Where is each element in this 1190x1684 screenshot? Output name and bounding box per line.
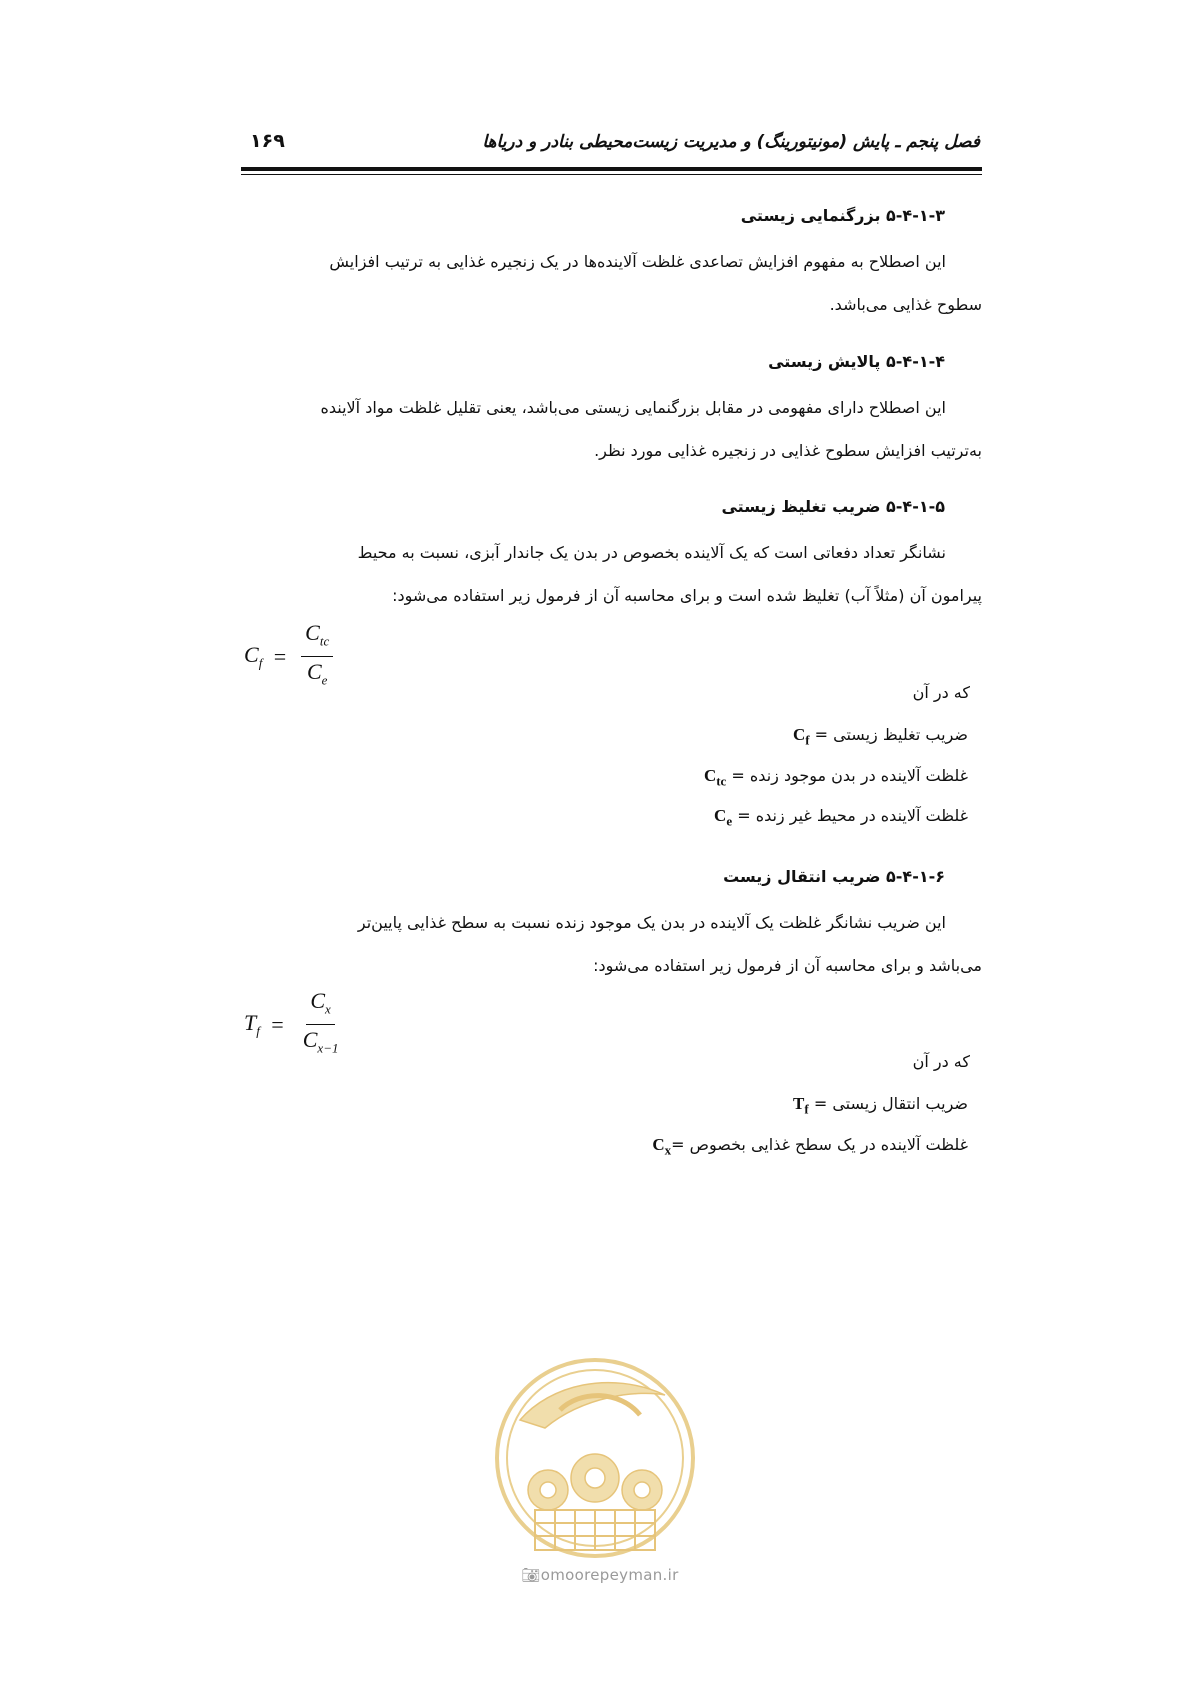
definition-symbol: $C_{tc}$ <box>703 766 727 789</box>
definition-symbol: $C_f$ <box>792 725 810 748</box>
running-header-title: فصل پنجم ـ پایش (مونیتورینگ) و مدیریت زیست‌محیطی بنادر و دریاها <box>482 132 980 152</box>
formula-numerator: $C_x$ <box>306 988 334 1025</box>
body-line: این اصطلاح دارای مفهومی در مقابل بزرگنمایی زیستی می‌باشد، یعنی تقلیل غلظت مواد آلاینده <box>320 398 946 417</box>
formula-biotransfer-factor <box>244 988 342 1062</box>
formula-numerator: $C_{tc}$ <box>301 620 333 657</box>
header-rule-thick <box>241 167 982 171</box>
body-line: سطوح غذایی می‌باشد. <box>829 295 982 314</box>
body-line: به‌ترتیب افزایش سطوح غذایی در زنجیره غذایی مورد نظر. <box>594 441 982 460</box>
formula-bioconcentration-factor <box>244 620 333 694</box>
formula-lhs: $C_f$ <box>244 642 263 671</box>
section-heading-bioconcentration: ۵-۴-۱-۵ ضریب تغلیظ زیستی <box>721 497 945 516</box>
section-heading-biopurification: ۵-۴-۱-۴ پالایش زیستی <box>768 352 945 371</box>
formula-denominator: $C_{x-1}$ <box>302 1027 339 1056</box>
body-line: این ضریب نشانگر غلظت یک آلاینده در بدن یک موجود زنده نسبت به سطح غذایی پایین‌تر <box>357 913 946 932</box>
formula-fraction <box>299 988 343 1062</box>
definition-tf: ضریب انتقال زیستی = $T_f$ <box>793 1094 968 1117</box>
section-heading-biomagnification: ۵-۴-۱-۳ بزرگنمایی زیستی <box>740 206 945 225</box>
definition-ce: غلظت آلاینده در محیط غیر زنده = $C_e$ <box>714 806 968 829</box>
where-label: که در آن <box>912 1052 970 1071</box>
section-body-biotransfer <box>241 901 982 987</box>
definition-ctc: غلظت آلاینده در بدن موجود زنده = $C_{tc}$ <box>703 766 968 789</box>
watermark-logo <box>490 1350 700 1565</box>
definition-symbol: $C_x$ <box>652 1135 672 1158</box>
section-body-biomagnification <box>241 240 982 326</box>
definition-symbol: $C_e$ <box>714 806 733 829</box>
formula-lhs: $T_f$ <box>244 1010 260 1039</box>
section-body-bioconcentration <box>241 531 982 617</box>
watermark-url: 📷︎omoorepeyman.ir <box>521 1566 679 1584</box>
where-label: که در آن <box>912 683 970 702</box>
formula-fraction <box>301 620 333 694</box>
header-rule-thin <box>241 174 982 175</box>
formula-equals: = <box>272 643 288 669</box>
definition-symbol: $T_f$ <box>793 1094 809 1117</box>
section-body-biopurification <box>241 386 982 472</box>
body-line: می‌باشد و برای محاسبه آن از فرمول زیر استفاده می‌شود: <box>593 956 982 975</box>
definition-cx: غلظت آلاینده در یک سطح غذایی بخصوص $=C_x$ <box>652 1135 968 1158</box>
body-line: این اصطلاح به مفهوم افزایش تصاعدی غلظت آلاینده‌ها در یک زنجیره غذایی به ترتیب افزایش <box>329 252 946 271</box>
formula-denominator: $C_e$ <box>306 659 328 688</box>
section-heading-biotransfer: ۵-۴-۱-۶ ضریب انتقال زیست <box>723 867 945 886</box>
definition-cf: ضریب تغلیظ زیستی = $C_f$ <box>792 725 968 748</box>
formula-equals: = <box>269 1011 285 1037</box>
page-number: ۱۶۹ <box>250 130 285 152</box>
body-line: نشانگر تعداد دفعاتی است که یک آلاینده بخصوص در بدن یک جاندار آبزی، نسبت به محیط <box>357 543 946 562</box>
body-line: پیرامون آن (مثلاً آب) تغلیظ شده است و برای محاسبه آن از فرمول زیر استفاده می‌شود: <box>392 586 982 605</box>
